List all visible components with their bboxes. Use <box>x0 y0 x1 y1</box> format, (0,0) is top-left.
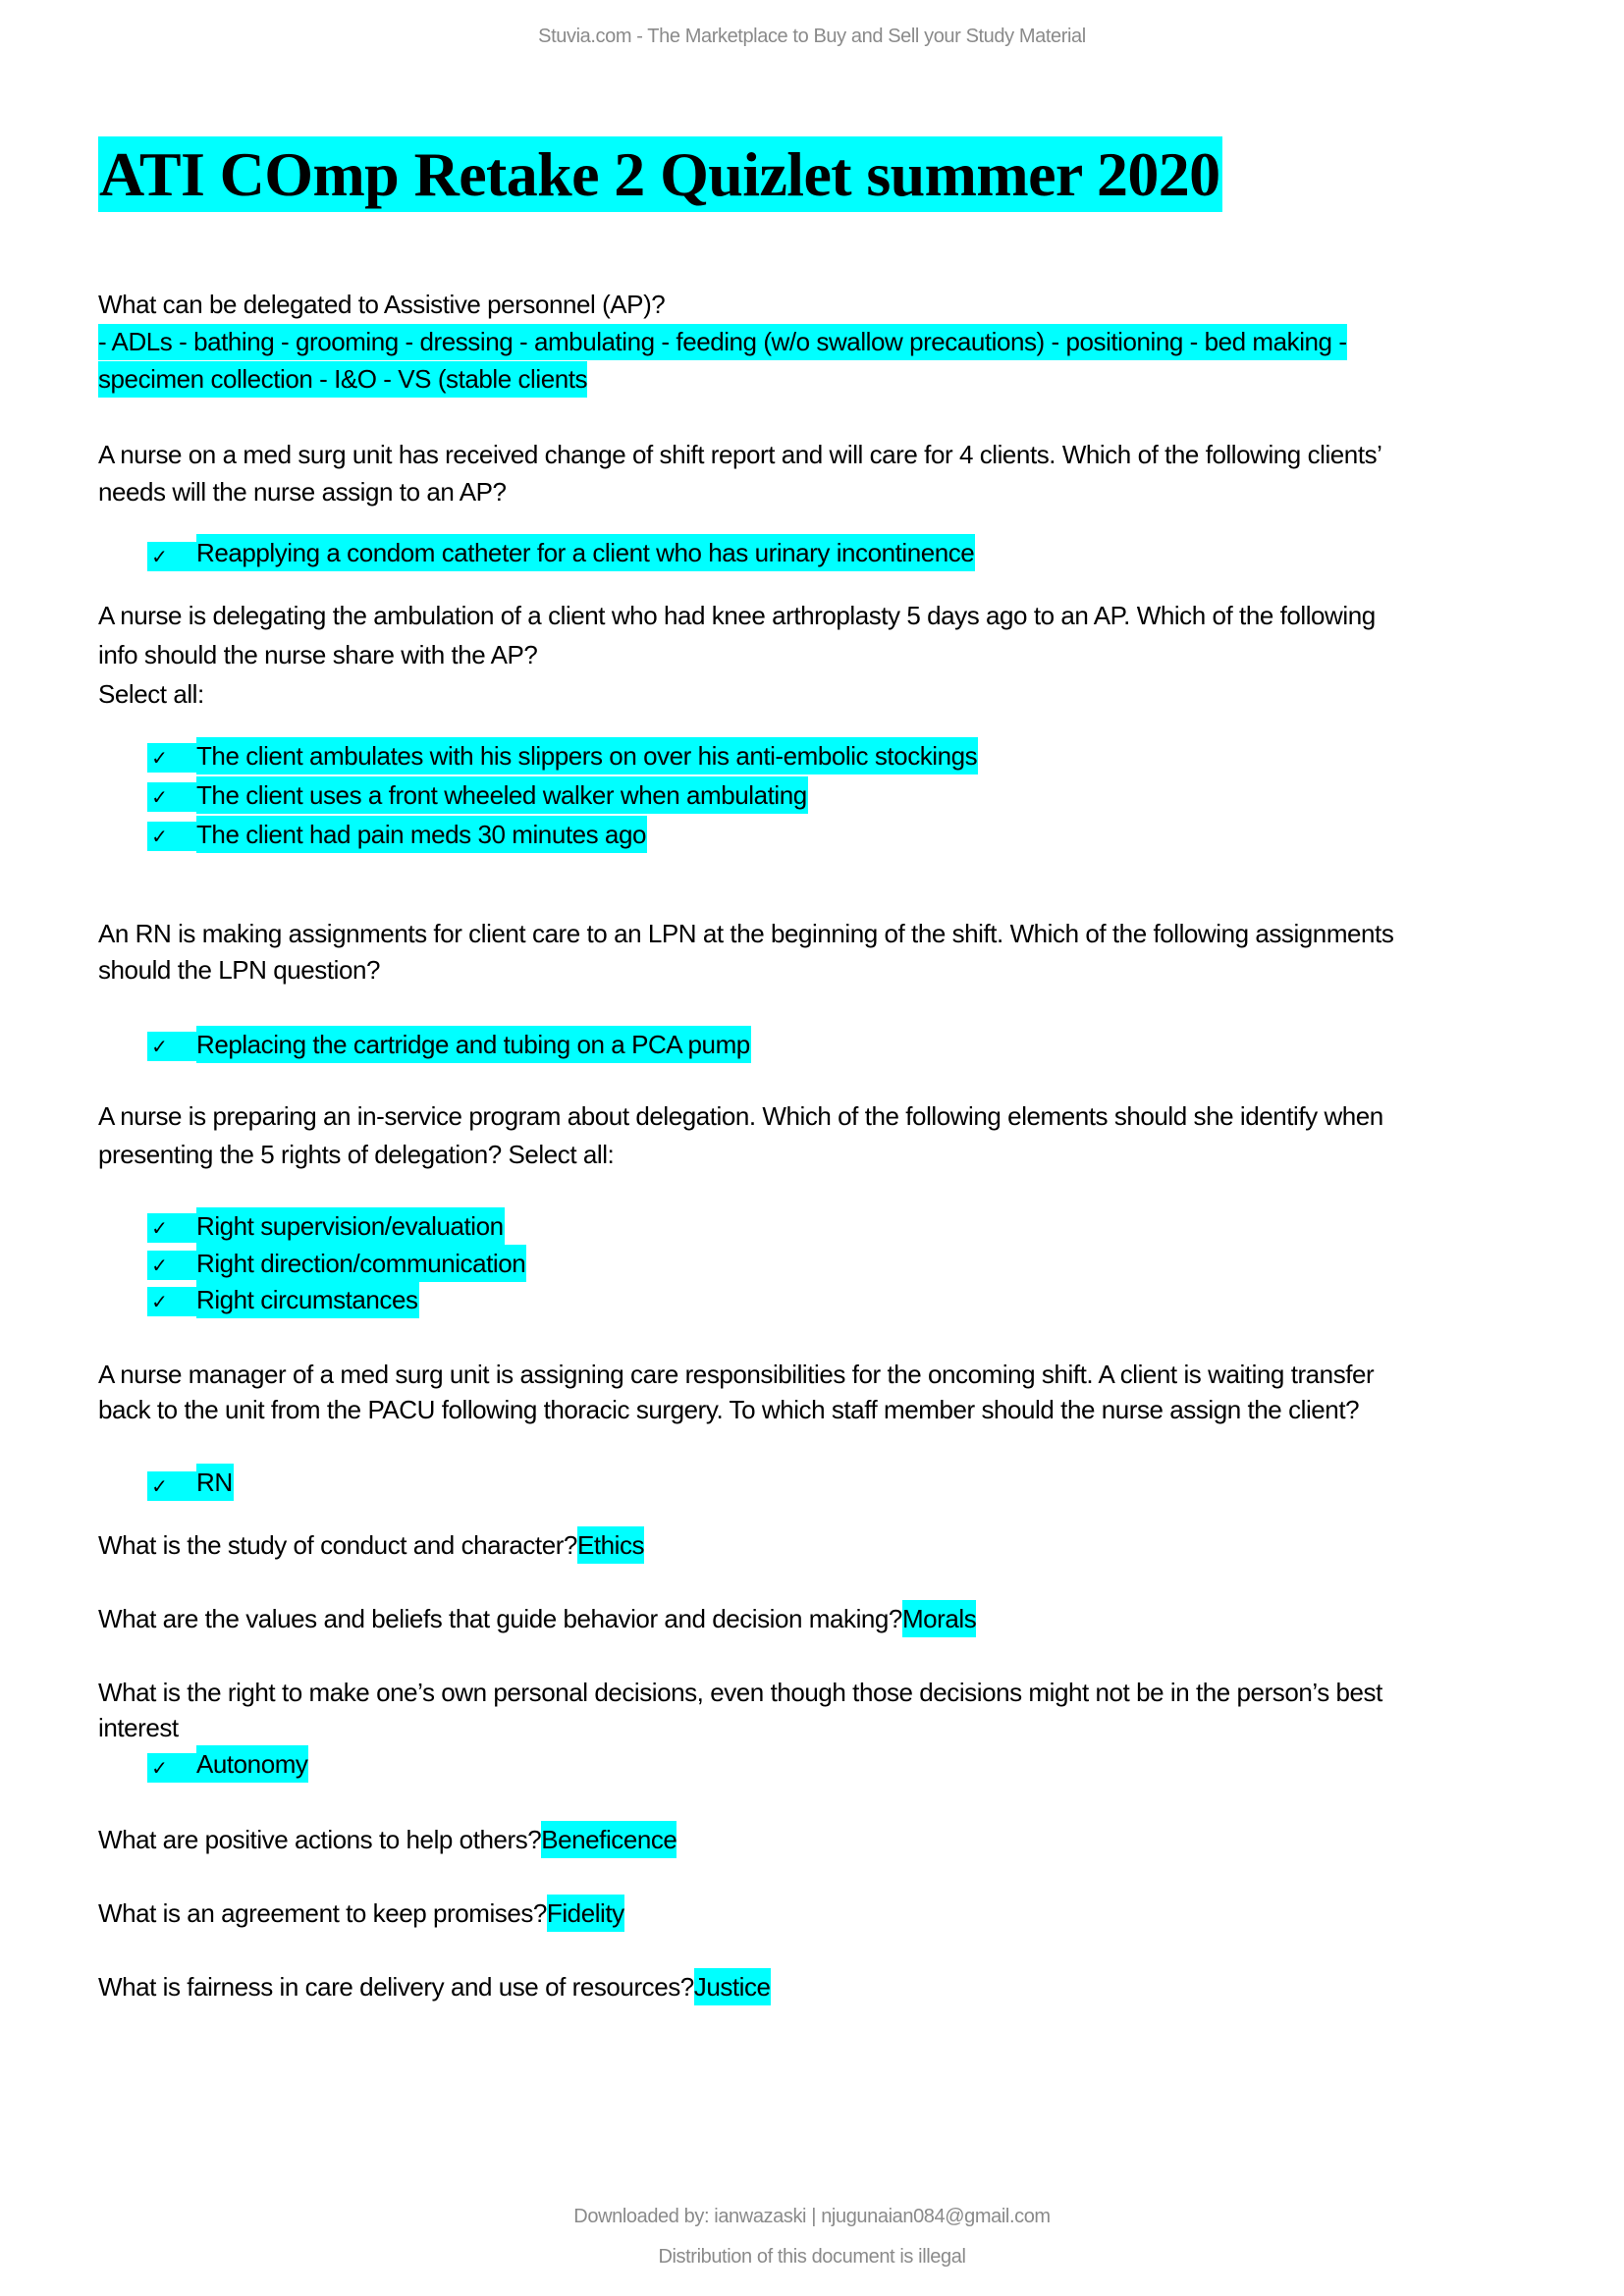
check-icon: ✓ <box>147 542 172 571</box>
answer-text: - ADLs - bathing - grooming - dressing - ambulating - feeding (w/o swallow precautions) - positioning - bed making - <box>98 324 1347 360</box>
footer-distribution-notice: Distribution of this document is illegal <box>658 2246 966 2268</box>
question-text: What is fairness in care delivery and use of resources? <box>98 1972 694 2002</box>
highlight-gap <box>172 1032 196 1061</box>
question-text: back to the unit from the PACU following thoracic surgery. To which staff member should the nurse assign the client? <box>98 1395 1360 1424</box>
highlight-gap <box>172 542 196 571</box>
question-text: What is the study of conduct and character? <box>98 1530 577 1560</box>
question-text: A nurse on a med surg unit has received change of shift report and will care for 4 clients. Which of the following clients’ <box>98 440 1382 469</box>
highlight-gap <box>172 743 196 773</box>
document-title: ATI COmp Retake 2 Quizlet summer 2020 <box>98 136 1222 212</box>
check-icon: ✓ <box>147 1032 172 1061</box>
check-icon: ✓ <box>147 782 172 812</box>
highlight-gap <box>172 1471 196 1501</box>
highlight-gap <box>172 1213 196 1243</box>
question-text: Select all: <box>98 679 204 709</box>
answer-text: Morals <box>902 1600 976 1637</box>
qa-line <box>98 1895 624 1931</box>
question-text: What can be delegated to Assistive personnel (AP)? <box>98 290 666 319</box>
highlight-gap <box>172 1287 196 1316</box>
question-text: A nurse is delegating the ambulation of a client who had knee arthroplasty 5 days ago to an AP. Which of the following <box>98 601 1376 630</box>
answer-item: Right circumstances <box>196 1281 419 1318</box>
page-header-watermark: Stuvia.com - The Marketplace to Buy and Sell your Study Material <box>538 26 1086 47</box>
answer-item: Right supervision/evaluation <box>196 1207 505 1245</box>
answer-item: RN <box>196 1464 234 1501</box>
qa-line <box>98 1600 976 1636</box>
answer-text: Beneficence <box>541 1821 677 1858</box>
check-icon: ✓ <box>147 822 172 851</box>
qa-line <box>98 1526 644 1563</box>
qa-line <box>98 1968 771 2004</box>
check-icon: ✓ <box>147 1287 172 1316</box>
answer-text: Fidelity <box>547 1895 624 1932</box>
answer-item: The client had pain meds 30 minutes ago <box>196 816 647 853</box>
check-icon: ✓ <box>147 743 172 773</box>
question-text: An RN is making assignments for client care to an LPN at the beginning of the shift. Which of the following assignments <box>98 919 1394 948</box>
answer-item: Replacing the cartridge and tubing on a PCA pump <box>196 1026 751 1063</box>
question-text: A nurse is preparing an in-service program about delegation. Which of the following elements should she identify when <box>98 1101 1383 1131</box>
highlight-gap <box>172 1753 196 1783</box>
answer-text: Ethics <box>577 1526 644 1564</box>
question-text: needs will the nurse assign to an AP? <box>98 477 507 507</box>
highlight-gap <box>172 782 196 812</box>
check-icon: ✓ <box>147 1251 172 1280</box>
answer-item: Reapplying a condom catheter for a client who has urinary incontinence <box>196 534 975 571</box>
answer-text: specimen collection - I&O - VS (stable clients <box>98 361 587 398</box>
answer-item: The client ambulates with his slippers on over his anti-embolic stockings <box>196 737 978 774</box>
question-text: A nurse manager of a med surg unit is assigning care responsibilities for the oncoming shift. A client is waiting transfer <box>98 1360 1375 1389</box>
answer-text: Justice <box>694 1968 771 2005</box>
qa-line <box>98 1821 677 1857</box>
question-text: interest <box>98 1713 179 1742</box>
highlight-gap <box>172 822 196 851</box>
question-text: What are positive actions to help others? <box>98 1825 542 1854</box>
answer-item: Right direction/communication <box>196 1245 526 1282</box>
question-text: presenting the 5 rights of delegation? Select all: <box>98 1140 615 1169</box>
question-text: What is the right to make one’s own personal decisions, even though those decisions might not be in the person’s best <box>98 1678 1382 1707</box>
footer-downloaded-by: Downloaded by: ianwazaski | njugunaian084@gmail.com <box>573 2206 1051 2227</box>
answer-item: Autonomy <box>196 1745 308 1783</box>
question-text: info should the nurse share with the AP? <box>98 640 538 669</box>
question-text: What is an agreement to keep promises? <box>98 1898 547 1928</box>
check-icon: ✓ <box>147 1753 172 1783</box>
highlight-gap <box>172 1251 196 1280</box>
check-icon: ✓ <box>147 1213 172 1243</box>
question-text: should the LPN question? <box>98 955 380 985</box>
question-text: What are the values and beliefs that guide behavior and decision making? <box>98 1604 902 1633</box>
check-icon: ✓ <box>147 1471 172 1501</box>
answer-item: The client uses a front wheeled walker when ambulating <box>196 776 808 814</box>
